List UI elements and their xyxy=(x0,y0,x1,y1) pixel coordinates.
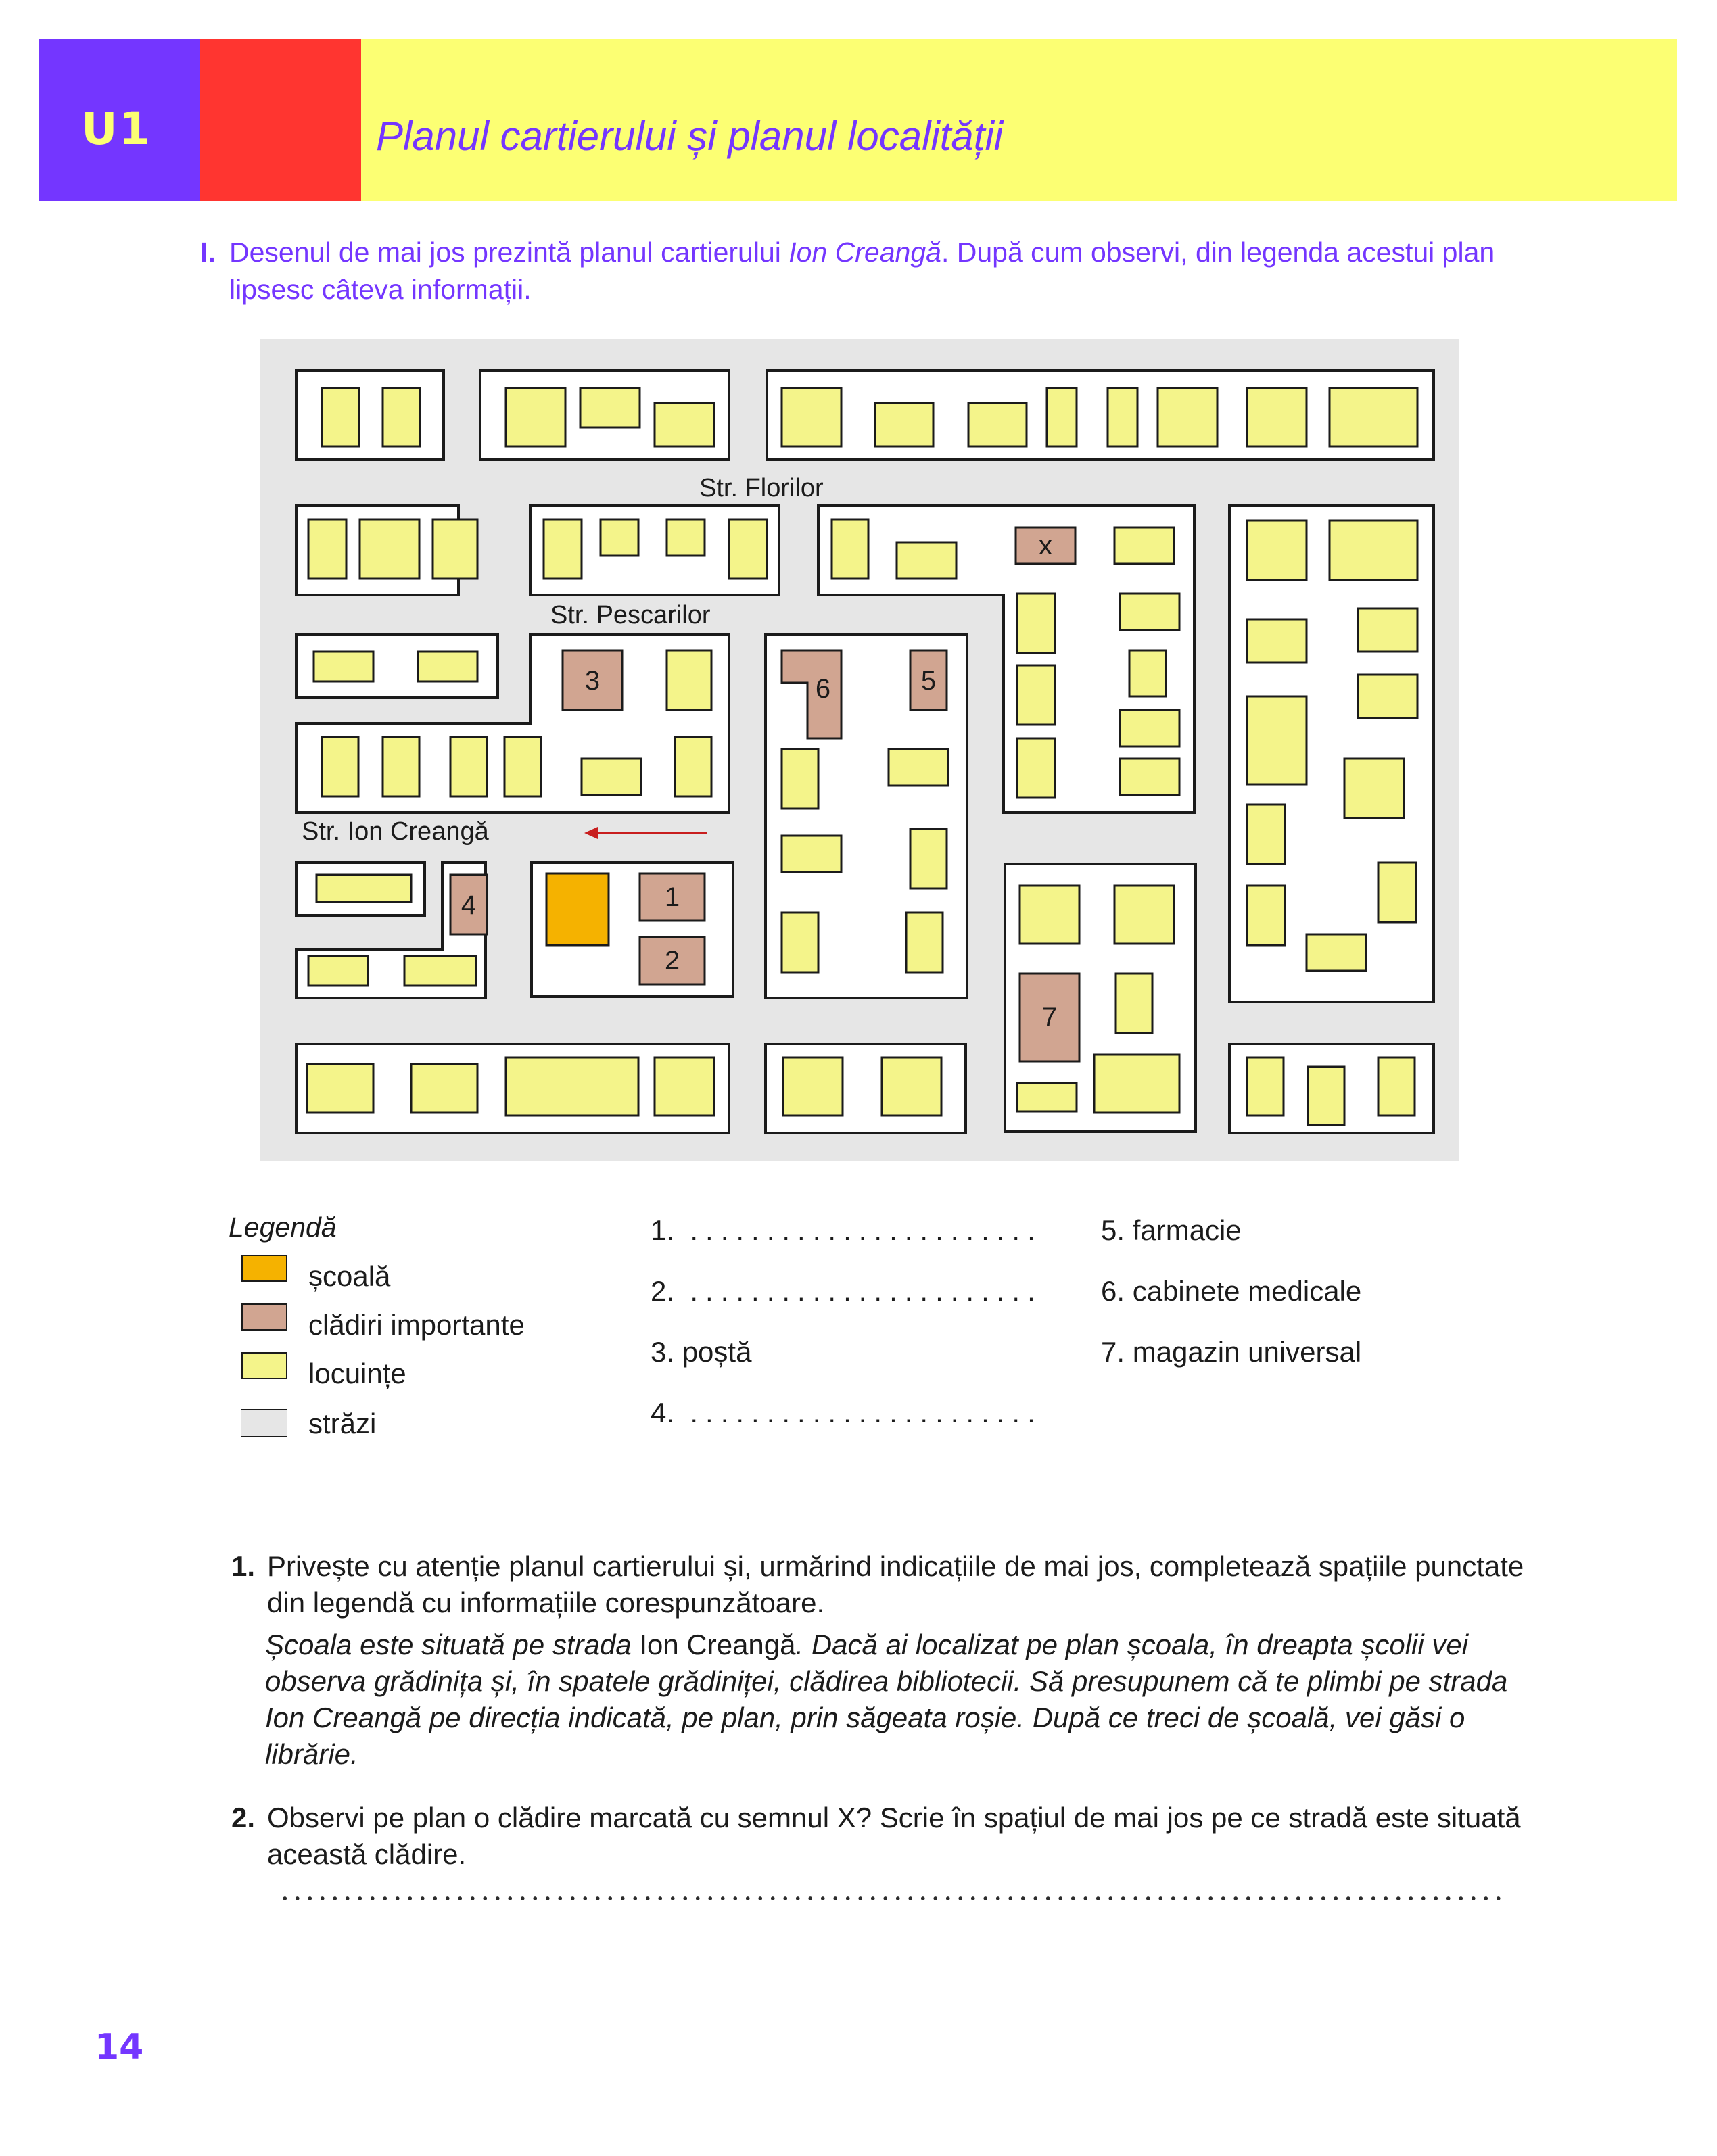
legend-key-number: 7. xyxy=(1101,1336,1125,1368)
legend-key-text: cabinete medicale xyxy=(1132,1275,1362,1307)
housing xyxy=(1247,619,1307,663)
housing xyxy=(506,1057,638,1116)
unit-label: U1 xyxy=(81,103,151,155)
direction-arrow-head xyxy=(584,827,598,839)
housing xyxy=(314,652,373,681)
housing xyxy=(1129,650,1166,696)
housing xyxy=(1020,886,1079,944)
instructions-part-a: Școala este situată pe strada xyxy=(265,1629,640,1660)
housing xyxy=(1247,696,1307,784)
housing xyxy=(411,1064,477,1113)
question-text: Privește cu atenție planul cartierului și, urmărind indicațiile de mai jos, completează spațiile punctate din legendă cu informațiile corespunzătoare. xyxy=(267,1550,1524,1619)
housing xyxy=(504,737,541,796)
housing xyxy=(1308,1067,1344,1125)
housing xyxy=(782,836,841,872)
intro-text-italic: Ion Creangă xyxy=(789,237,941,268)
housing xyxy=(1344,759,1404,818)
answer-line[interactable] xyxy=(279,1896,1509,1901)
legend-label-street: străzi xyxy=(308,1408,377,1439)
legend-swatch-important xyxy=(241,1303,287,1331)
housing xyxy=(910,829,947,888)
housing xyxy=(1120,759,1179,795)
school xyxy=(546,873,609,945)
exercise-number: I. xyxy=(200,237,216,268)
legend-key-number: 1. xyxy=(651,1214,675,1246)
page-title: Planul cartierului și planul localității xyxy=(376,114,1004,159)
legend-key-7 xyxy=(1101,1336,1361,1368)
intro-text-a: Desenul de mai jos prezintă planul cartierului xyxy=(229,237,789,268)
legend-blank-2[interactable]: ....................... xyxy=(690,1275,1043,1307)
housing xyxy=(450,737,487,796)
housing xyxy=(1378,863,1416,922)
legend-key-1 xyxy=(651,1214,1043,1247)
housing xyxy=(360,519,419,579)
housing xyxy=(906,913,943,972)
housing xyxy=(1358,608,1417,652)
legend-key-3 xyxy=(651,1336,751,1368)
housing xyxy=(889,749,948,786)
page-number: 14 xyxy=(95,2027,144,2067)
housing xyxy=(667,519,705,556)
legend-key-text: poștă xyxy=(682,1336,752,1368)
housing xyxy=(1358,675,1417,718)
housing xyxy=(1330,521,1417,580)
housing xyxy=(1247,805,1285,864)
housing xyxy=(655,403,714,446)
housing xyxy=(1330,388,1417,446)
housing xyxy=(582,759,641,795)
housing xyxy=(729,519,767,579)
legend-label-housing: locuințe xyxy=(308,1358,406,1389)
housing xyxy=(322,388,359,446)
legend-key-number: 2. xyxy=(651,1275,675,1307)
question-1 xyxy=(231,1548,1536,1773)
marker-1: 1 xyxy=(664,882,680,912)
housing xyxy=(1116,974,1152,1033)
housing xyxy=(882,1057,941,1116)
housing xyxy=(1158,388,1217,446)
instructions-part-c: . Dacă ai localizat pe plan școala, în dreapta școlii vei observa grădinița și, în spatele grădiniței, clădirea bibliotecii. Să presupunem că te plimbi pe strada Ion Creangă pe direcția indicată, pe plan, prin săgeata roșie. După ce treci de școală, vei găsi o librărie. xyxy=(265,1629,1508,1770)
street-label-florilor: Str. Florilor xyxy=(699,474,824,502)
marker-5: 5 xyxy=(920,666,937,696)
map-drawing xyxy=(260,339,1459,1161)
housing xyxy=(655,1057,714,1116)
legend-swatch-school xyxy=(241,1255,287,1282)
housing xyxy=(875,403,933,446)
housing xyxy=(832,519,868,579)
legend-key-4 xyxy=(651,1397,1043,1429)
housing xyxy=(308,519,346,579)
marker-6: 6 xyxy=(815,674,831,704)
neighborhood-map xyxy=(260,339,1459,1161)
street-label-pescarilor: Str. Pescarilor xyxy=(550,601,711,629)
housing xyxy=(667,650,711,710)
housing xyxy=(418,652,477,681)
legend-blank-1[interactable]: ....................... xyxy=(690,1214,1043,1246)
question-instructions xyxy=(265,1627,1536,1773)
question-number: 2. xyxy=(231,1802,256,1834)
city-block xyxy=(296,370,444,460)
legend-key-number: 3. xyxy=(651,1336,675,1368)
question-2 xyxy=(231,1800,1536,1873)
legend-key-5 xyxy=(1101,1214,1242,1247)
legend-key-number: 4. xyxy=(651,1397,675,1429)
housing xyxy=(1378,1057,1415,1116)
housing xyxy=(1108,388,1137,446)
housing xyxy=(601,519,638,556)
marker-4: 4 xyxy=(461,890,477,920)
legend-title: Legendă xyxy=(229,1212,337,1243)
housing xyxy=(1120,710,1179,746)
housing xyxy=(1114,527,1174,564)
housing xyxy=(1017,594,1055,653)
housing xyxy=(1247,1057,1284,1116)
housing xyxy=(968,403,1027,446)
housing xyxy=(1047,388,1077,446)
housing xyxy=(322,737,358,796)
header-red-block xyxy=(200,39,361,201)
exercise-intro xyxy=(200,234,1559,308)
housing xyxy=(383,737,419,796)
marker-3: 3 xyxy=(584,666,601,696)
housing xyxy=(1114,886,1174,944)
housing xyxy=(1120,594,1179,630)
housing xyxy=(1017,738,1055,798)
street-label-ion-creanga: Str. Ion Creangă xyxy=(302,817,489,846)
legend-key-text: magazin universal xyxy=(1132,1336,1362,1368)
question-text: Observi pe plan o clădire marcată cu semnul X? Scrie în spațiul de mai jos pe ce stradă este situată această clădire. xyxy=(267,1802,1521,1870)
legend-swatch-housing xyxy=(241,1352,287,1379)
housing xyxy=(544,519,582,579)
housing xyxy=(1247,521,1307,580)
legend-key-2 xyxy=(651,1275,1043,1308)
legend-key-number: 5. xyxy=(1101,1214,1125,1246)
housing xyxy=(1247,388,1307,446)
legend-swatch-street xyxy=(241,1409,287,1437)
housing xyxy=(782,913,818,972)
housing xyxy=(675,737,711,796)
legend-key-number: 6. xyxy=(1101,1275,1125,1307)
housing xyxy=(783,1057,843,1116)
housing xyxy=(307,1064,373,1113)
housing xyxy=(782,388,841,446)
marker-7: 7 xyxy=(1041,1003,1058,1032)
housing xyxy=(1307,934,1366,971)
housing xyxy=(897,542,956,579)
instructions-street-name: Ion Creangă xyxy=(639,1629,796,1660)
marker-2: 2 xyxy=(664,946,680,976)
legend-key-6 xyxy=(1101,1275,1361,1308)
housing xyxy=(1017,665,1055,725)
legend-blank-4[interactable]: ....................... xyxy=(690,1397,1043,1429)
legend-label-school: școală xyxy=(308,1260,391,1292)
housing xyxy=(316,875,411,902)
housing xyxy=(1247,886,1285,945)
housing xyxy=(782,749,818,809)
housing xyxy=(308,956,368,986)
housing xyxy=(1094,1055,1179,1113)
intro-text-b: . După cum observi, din legenda acestui plan lipsesc câteva informații. xyxy=(229,237,1495,305)
housing xyxy=(433,519,477,579)
housing xyxy=(404,956,476,986)
marker-x: x xyxy=(1039,531,1052,560)
question-number: 1. xyxy=(231,1550,256,1582)
legend-key-text: farmacie xyxy=(1132,1214,1242,1246)
legend-label-important: clădiri importante xyxy=(308,1309,525,1341)
housing xyxy=(1017,1083,1077,1111)
housing xyxy=(383,388,420,446)
housing xyxy=(580,388,640,427)
housing xyxy=(506,388,565,446)
